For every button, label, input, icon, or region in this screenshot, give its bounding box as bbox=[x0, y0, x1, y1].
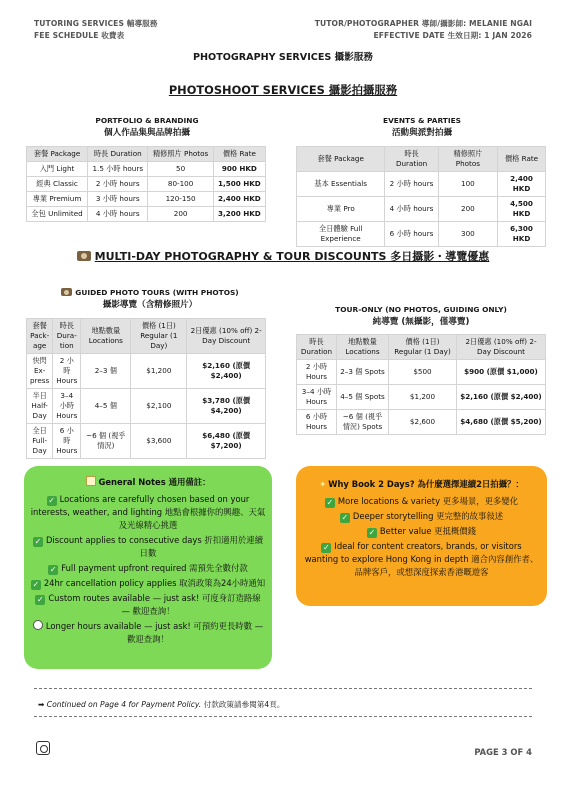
col-header: 時長 Duration bbox=[297, 335, 337, 360]
table-row bbox=[27, 389, 266, 424]
portfolio-title-en: PORTFOLIO & BRANDING bbox=[95, 116, 199, 125]
list-item: ✓ Ideal for content creators, brands, or visitors wanting to explore Hong Kong in depth 適合內容創作者、品牌客戶，或想深度探索香港嘅遊客 bbox=[304, 541, 539, 577]
check-icon: ✓ bbox=[32, 580, 40, 589]
check-icon: ✓ bbox=[36, 595, 44, 604]
camera-icon bbox=[61, 288, 72, 296]
divider bbox=[34, 688, 532, 689]
col-header: 精修照片 Photos bbox=[148, 147, 213, 162]
col-header: 時長 Dura-tion bbox=[53, 319, 81, 354]
why-title: Why Book 2 Days? 為什麼選擇連續2日拍攝？： bbox=[328, 479, 524, 489]
doc-title: PHOTOGRAPHY SERVICES 攝影服務 bbox=[192, 52, 373, 63]
table-cell: 半日 Half-Day bbox=[27, 389, 53, 424]
table-cell: 900 HKD bbox=[213, 162, 265, 177]
portfolio-heading bbox=[30, 114, 264, 140]
header-service: TUTORING SERVICES 輔導服務 bbox=[34, 19, 158, 28]
touronly-heading bbox=[298, 303, 544, 329]
table-row bbox=[297, 410, 546, 435]
col-header: 價格 (1日) Regular (1 Day) bbox=[131, 319, 187, 354]
table-cell: 2 小時 hours bbox=[88, 177, 148, 192]
check-icon: ✓ bbox=[34, 537, 42, 546]
table-cell: 4 小時 hours bbox=[385, 197, 438, 222]
table-header-row bbox=[297, 147, 546, 172]
section-title: PHOTOSHOOT SERVICES 攝影拍攝服務 bbox=[168, 83, 398, 97]
table-cell: $2,100 bbox=[131, 389, 187, 424]
clock-icon bbox=[33, 620, 43, 630]
multiday-title bbox=[0, 248, 566, 264]
col-header: 時長 Duration bbox=[385, 147, 438, 172]
guided-table bbox=[26, 318, 266, 459]
table-cell: $3,600 bbox=[131, 424, 187, 459]
table-row bbox=[297, 360, 546, 385]
portfolio-title-zh: 個人作品集與品牌拍攝 bbox=[104, 128, 190, 138]
col-header: 價格 Rate bbox=[213, 147, 265, 162]
col-header: 地點數量 Locations bbox=[337, 335, 389, 360]
table-cell: 快閃 Ex-press bbox=[27, 354, 53, 389]
table-header-row bbox=[297, 335, 546, 360]
table-cell: 100 bbox=[438, 172, 497, 197]
guided-title-zh: 攝影導覽（含精修照片） bbox=[102, 300, 198, 310]
table-cell: 經典 Classic bbox=[27, 177, 88, 192]
table-cell: 50 bbox=[148, 162, 213, 177]
table-cell: 200 bbox=[148, 207, 213, 222]
table-cell: 300 bbox=[438, 222, 497, 247]
table-cell: 4–5 個 bbox=[81, 389, 131, 424]
why-box bbox=[296, 466, 547, 606]
table-cell: 3–4 小時 Hours bbox=[297, 385, 337, 410]
table-cell: 入門 Light bbox=[27, 162, 88, 177]
col-header: 價格 (1日) Regular (1 Day) bbox=[389, 335, 457, 360]
col-header: 套餐 Package bbox=[297, 147, 385, 172]
events-table bbox=[296, 146, 546, 247]
list-item: ✓ Locations are carefully chosen based on your interests, weather, and lighting 地點會根據你的興趣、天氣及光線精心挑選 bbox=[30, 494, 266, 530]
table-cell: 全包 Unlimited bbox=[27, 207, 88, 222]
table-cell: $3,780 (原價 $4,200) bbox=[187, 389, 266, 424]
check-icon: ✓ bbox=[48, 496, 55, 505]
table-cell: ~6 個 (視乎情況) bbox=[81, 424, 131, 459]
table-cell: 4 小時 hours bbox=[88, 207, 148, 222]
table-cell: 6,300 HKD bbox=[498, 222, 546, 247]
events-title-zh: 活動與派對拍攝 bbox=[391, 128, 453, 138]
list-item: ✓ Better value 更抵概價錢 bbox=[368, 526, 477, 537]
col-header: 套餐 Package bbox=[27, 147, 88, 162]
table-row bbox=[27, 192, 266, 207]
list-item: Longer hours available — just ask! 可預約更長時數 — 歡迎查詢！ bbox=[30, 620, 266, 646]
table-cell: $500 bbox=[389, 360, 457, 385]
table-cell: 2,400 HKD bbox=[213, 192, 265, 207]
page-number: PAGE 3 OF 4 bbox=[474, 747, 532, 757]
table-cell: 2 小時 Hours bbox=[53, 354, 81, 389]
table-cell: 1.5 小時 hours bbox=[88, 162, 148, 177]
check-icon: ✓ bbox=[341, 513, 349, 522]
header-left bbox=[34, 18, 158, 42]
table-cell: $6,480 (原價 $7,200) bbox=[187, 424, 266, 459]
guided-title-en: GUIDED PHOTO TOURS (WITH PHOTOS) bbox=[75, 288, 239, 297]
check-icon: ✓ bbox=[368, 528, 376, 537]
col-header: 2日優惠 (10% off) 2-Day Discount bbox=[187, 319, 266, 354]
continued-text: Continued on Page 4 for Payment Policy. bbox=[46, 700, 202, 709]
header-tutor: TUTOR/PHOTOGRAPHER 導師/攝影師: MELANIE NGAI bbox=[314, 19, 532, 28]
table-header-row bbox=[27, 147, 266, 162]
table-cell: 120-150 bbox=[148, 192, 213, 207]
table-cell: ~6 個 (視乎情況) Spots bbox=[337, 410, 389, 435]
check-icon: ✓ bbox=[323, 543, 330, 552]
table-cell: 2–3 個 Spots bbox=[337, 360, 389, 385]
header-schedule: FEE SCHEDULE 收費表 bbox=[34, 31, 125, 40]
table-cell: $4,680 (原價 $5,200) bbox=[457, 410, 546, 435]
list-item: ✓ Discount applies to consecutive days 折扣適用於連續日數 bbox=[34, 535, 263, 558]
list-item: ✓ Custom routes available — just ask! 可度身訂造路線 — 歡迎查詢！ bbox=[36, 593, 261, 616]
table-cell: 專業 Pro bbox=[297, 197, 385, 222]
touronly-title-en: TOUR-ONLY (NO PHOTOS, GUIDING ONLY) bbox=[335, 305, 507, 314]
events-title-en: EVENTS & PARTIES bbox=[383, 116, 461, 125]
guided-heading bbox=[30, 286, 270, 312]
table-cell: $2,600 bbox=[389, 410, 457, 435]
multiday-title-text: MULTI-DAY PHOTOGRAPHY & TOUR DISCOUNTS 多日攝影・導覽優惠 bbox=[94, 250, 490, 263]
table-cell: 專業 Premium bbox=[27, 192, 88, 207]
table-row bbox=[27, 424, 266, 459]
portfolio-table bbox=[26, 146, 266, 222]
touronly-table bbox=[296, 334, 546, 435]
memo-icon bbox=[86, 476, 96, 486]
list-item: ✓ More locations & variety 更多場景，更多變化 bbox=[326, 496, 519, 507]
table-row bbox=[297, 222, 546, 247]
table-cell: 全日體驗 Full Experience bbox=[297, 222, 385, 247]
table-row bbox=[27, 162, 266, 177]
header-right bbox=[315, 18, 532, 42]
table-cell: 2–3 個 bbox=[81, 354, 131, 389]
general-notes-box bbox=[24, 466, 272, 669]
table-cell: 2 小時 Hours bbox=[297, 360, 337, 385]
arrow-right-icon: ➡ bbox=[38, 700, 45, 709]
check-icon: ✓ bbox=[326, 498, 334, 507]
header-effective-date: EFFECTIVE DATE 生效日期: 1 JAN 2026 bbox=[373, 31, 532, 40]
table-cell: $900 (原價 $1,000) bbox=[457, 360, 546, 385]
list-item: ✓ Full payment upfront required 需預先全數付款 bbox=[49, 563, 248, 574]
col-header: 套餐 Pack-age bbox=[27, 319, 53, 354]
general-notes-title: General Notes 通用備註： bbox=[98, 477, 211, 487]
table-cell: 6 小時 hours bbox=[385, 222, 438, 247]
table-cell: 2 小時 hours bbox=[385, 172, 438, 197]
events-heading bbox=[298, 114, 546, 140]
table-cell: 2,400 HKD bbox=[498, 172, 546, 197]
table-row bbox=[297, 385, 546, 410]
list-item: ✓ 24hr cancellation policy applies 取消政策為24小時通知 bbox=[32, 578, 266, 589]
table-row bbox=[27, 354, 266, 389]
table-cell: 1,500 HKD bbox=[213, 177, 265, 192]
table-cell: $1,200 bbox=[389, 385, 457, 410]
table-row bbox=[297, 172, 546, 197]
divider bbox=[34, 716, 532, 717]
table-cell: 80-100 bbox=[148, 177, 213, 192]
col-header: 時長 Duration bbox=[88, 147, 148, 162]
table-cell: $2,160 (原價 $2,400) bbox=[457, 385, 546, 410]
table-cell: 3 小時 hours bbox=[88, 192, 148, 207]
table-cell: $2,160 (原價 $2,400) bbox=[187, 354, 266, 389]
table-cell: 3,200 HKD bbox=[213, 207, 265, 222]
table-cell: 全日 Full-Day bbox=[27, 424, 53, 459]
col-header: 2日優惠 (10% off) 2-Day Discount bbox=[457, 335, 546, 360]
camera-icon bbox=[77, 251, 91, 261]
table-cell: 4–5 個 Spots bbox=[337, 385, 389, 410]
table-header-row bbox=[27, 319, 266, 354]
logo-icon bbox=[36, 741, 50, 755]
list-item: ✓ Deeper storytelling 更完整的故事敍述 bbox=[341, 511, 504, 522]
continued-note bbox=[38, 699, 284, 710]
continued-text-zh: 付款政策請參閱第4頁。 bbox=[203, 700, 285, 709]
table-row bbox=[27, 207, 266, 222]
table-row bbox=[297, 197, 546, 222]
table-cell: $1,200 bbox=[131, 354, 187, 389]
table-cell: 4,500 HKD bbox=[498, 197, 546, 222]
col-header: 精修照片 Photos bbox=[438, 147, 497, 172]
touronly-title-zh: 純導覽 (無攝影，僅導覽) bbox=[372, 317, 470, 327]
table-cell: 6 小時 Hours bbox=[297, 410, 337, 435]
table-cell: 200 bbox=[438, 197, 497, 222]
sparkles-icon: ✦ bbox=[319, 479, 327, 489]
col-header: 價格 Rate bbox=[498, 147, 546, 172]
col-header: 地點數量 Locations bbox=[81, 319, 131, 354]
table-cell: 基本 Essentials bbox=[297, 172, 385, 197]
table-row bbox=[27, 177, 266, 192]
check-icon: ✓ bbox=[49, 565, 57, 574]
table-cell: 3–4 小時 Hours bbox=[53, 389, 81, 424]
table-cell: 6 小時 Hours bbox=[53, 424, 81, 459]
